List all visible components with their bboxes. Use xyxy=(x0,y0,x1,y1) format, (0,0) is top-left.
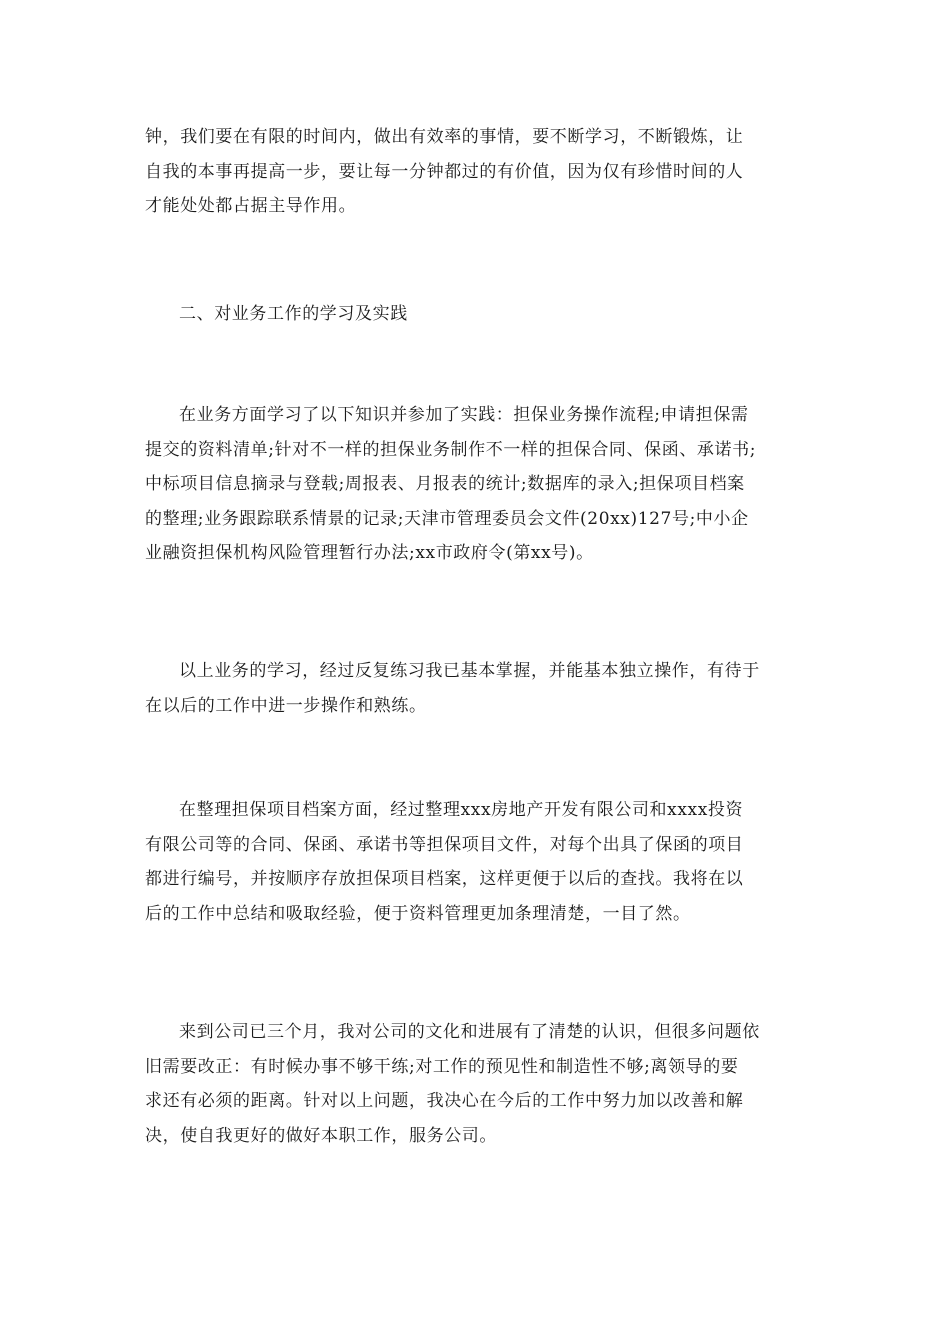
text-line: 来到公司已三个月，我对公司的文化和进展有了清楚的认识，但很多问题依 xyxy=(179,1022,760,1042)
text-line: 在业务方面学习了以下知识并参加了实践：担保业务操作流程;申请担保需 xyxy=(179,405,749,425)
text-line: 钟，我们要在有限的时间内，做出有效率的事情，要不断学习，不断锻炼，让 xyxy=(145,127,744,147)
text-line: 都进行编号，并按顺序存放担保项目档案，这样更便于以后的查找。我将在以 xyxy=(145,869,744,889)
text-line: 求还有必须的距离。针对以上问题，我决心在今后的工作中努力加以改善和解 xyxy=(145,1091,744,1111)
text-line: 以上业务的学习，经过反复练习我已基本掌握，并能基本独立操作，有待于 xyxy=(179,661,760,681)
text-line: 提交的资料清单;针对不一样的担保业务制作不一样的担保合同、保函、承诺书; xyxy=(145,439,757,460)
text-line: 有限公司等的合同、保函、承诺书等担保项目文件，对每个出具了保函的项目 xyxy=(145,834,744,855)
paragraph-archive-management xyxy=(145,793,813,931)
text-line: 在以后的工作中进一步操作和熟练。 xyxy=(145,695,427,716)
text-line: 才能处处都占据主导作用。 xyxy=(145,196,357,216)
section-heading xyxy=(145,297,813,332)
text-line: 的整理;业务跟踪联系情景的记录;天津市管理委员会文件(20xx)127号;中小企 xyxy=(145,508,749,529)
text-line: 后的工作中总结和吸取经验，便于资料管理更加条理清楚，一目了然。 xyxy=(145,903,691,924)
text-line: 决，使自我更好的做好本职工作，服务公司。 xyxy=(145,1125,497,1146)
text-line: 中标项目信息摘录与登载;周报表、月报表的统计;数据库的录入;担保项目档案 xyxy=(145,474,745,494)
heading-text: 二、对业务工作的学习及实践 xyxy=(179,304,408,324)
text-line: 自我的本事再提高一步，要让每一分钟都过的有价值，因为仅有珍惜时间的人 xyxy=(145,161,744,182)
paragraph-self-reflection xyxy=(145,1015,813,1153)
text-line: 业融资担保机构风险管理暂行办法;xx市政府令(第xx号)。 xyxy=(145,543,594,563)
paragraph-business-study xyxy=(145,398,813,571)
paragraph-practice-summary xyxy=(145,654,813,723)
text-line: 在整理担保项目档案方面，经过整理xxx房地产开发有限公司和xxxx投资 xyxy=(179,800,744,820)
paragraph-continuation xyxy=(145,120,813,224)
text-line: 旧需要改正：有时候办事不够干练;对工作的预见性和制造性不够;离领导的要 xyxy=(145,1056,739,1077)
